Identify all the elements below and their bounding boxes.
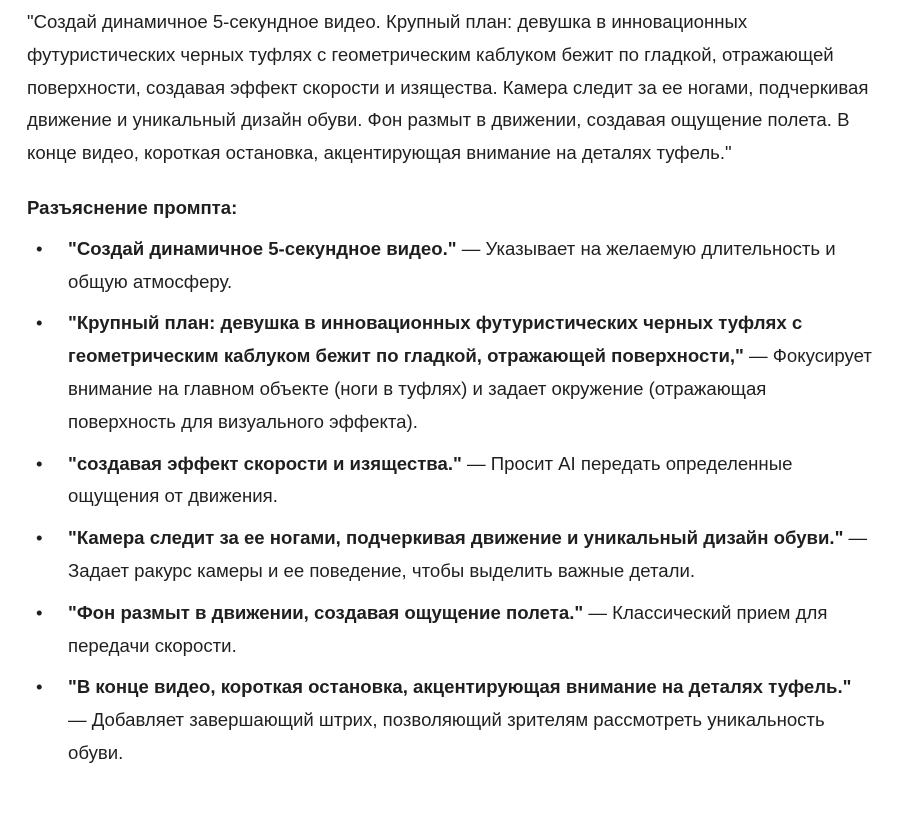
- bullet-icon: •: [36, 601, 43, 623]
- bullet-icon: •: [36, 676, 43, 698]
- explanation-item: [27, 233, 872, 299]
- bullet-icon: •: [36, 452, 43, 474]
- explanation-item: [27, 522, 872, 588]
- explanation-quote: "Камера следит за ее ногами, подчеркивая движение и уникальный дизайн обуви.": [68, 527, 844, 549]
- explanation-description: — Добавляет завершающий штрих, позволяющий зрителям рассмотреть уникальность обуви.: [68, 709, 825, 763]
- explanation-quote: "Создай динамичное 5-секундное видео.": [68, 237, 457, 259]
- explanation-quote: "Крупный план: девушка в инновационных футуристических черных туфлях с геометрическим каблуком бежит по гладкой, отражающей поверхности,": [68, 312, 803, 367]
- prompt-text: "Создай динамичное 5-секундное видео. Крупный план: девушка в инновационных футуристических черных туфлях с геометрическим каблуком бежит по гладкой, отражающей поверхности, создавая эффект скорости и изящества. Камера следит за ее ногами, подчеркивая движение и уникальный дизайн обуви. Фон размыт в движении, создавая ощущение полета. В конце видео, короткая остановка, акцентирующая внимание на деталях туфель.": [27, 11, 869, 164]
- explanation-description: — Классический прием для передачи скорости.: [68, 601, 828, 656]
- explanation-description: — Задает ракурс камеры и ее поведение, чтобы выделить важные детали.: [68, 527, 868, 581]
- explanation-description: — Просит AI передать определенные ощущения от движения.: [68, 452, 793, 507]
- explanation-list: [27, 233, 872, 770]
- explanation-description: — Фокусирует внимание на главном объекте (ноги в туфлях) и задает окружение (отражающая поверхность для визуального эффекта).: [68, 345, 872, 432]
- bullet-icon: •: [36, 237, 43, 259]
- explanation-item: [27, 448, 872, 514]
- bullet-icon: •: [36, 312, 43, 334]
- explanation-quote: "создавая эффект скорости и изящества.": [68, 452, 462, 474]
- explanation-quote: "В конце видео, короткая остановка, акцентирующая внимание на деталях туфель.": [68, 676, 852, 698]
- explanation-item: [27, 671, 872, 769]
- bullet-icon: •: [36, 527, 43, 549]
- explanation-item: [27, 307, 872, 438]
- explanation-description: — Указывает на желаемую длительность и общую атмосферу.: [68, 237, 836, 292]
- explanation-item: [27, 597, 872, 663]
- explanation-quote: "Фон размыт в движении, создавая ощущение полета.": [68, 601, 584, 623]
- explanation-heading: Разъяснение промпта:: [27, 196, 238, 218]
